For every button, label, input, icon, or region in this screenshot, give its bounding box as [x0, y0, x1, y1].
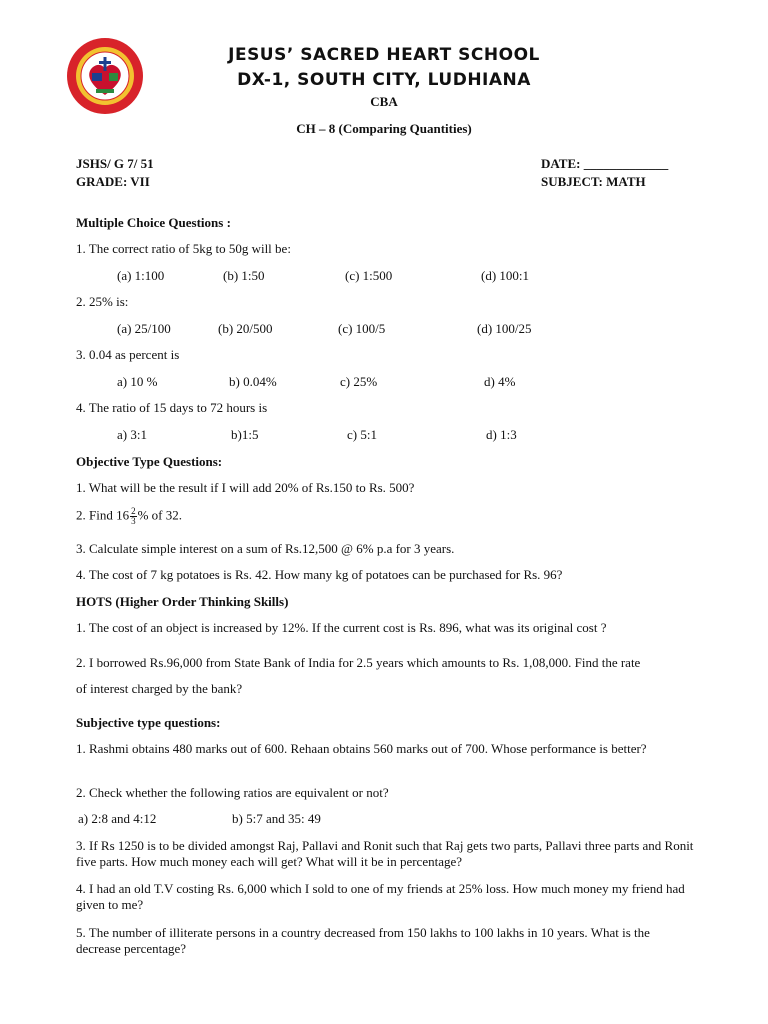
mcq-option: (c) 1:500: [345, 268, 393, 283]
school-address: DX-1, SOUTH CITY, LUDHIANA: [237, 70, 531, 90]
mcq-option: c) 25%: [340, 374, 378, 389]
subjective-heading: Subjective type questions:: [76, 715, 221, 730]
assessment-type: CBA: [370, 94, 398, 109]
mcq-option: (a) 25/100: [117, 321, 171, 336]
hots-question-1: 1. The cost of an object is increased by 12%. If the current cost is Rs. 896, what was its original cost ?: [76, 620, 607, 635]
mcq-option: (b) 1:50: [223, 268, 265, 283]
mcq-heading: Multiple Choice Questions :: [76, 215, 231, 230]
fraction-denominator: 3: [131, 516, 136, 526]
subjective-question-5: 5. The number of illiterate persons in a country decreased from 150 lakhs to 100 lakhs in 10 years. What is the decrease percentage?: [76, 925, 650, 956]
mcq-option: b) 0.04%: [229, 374, 277, 389]
hots-heading: HOTS (Higher Order Thinking Skills): [76, 594, 289, 609]
subjective-question-4: 4. I had an old T.V costing Rs. 6,000 which I sold to one of my friends at 25% loss. How much money my friend had given to me?: [76, 881, 685, 912]
mcq-question-1: 1. The correct ratio of 5kg to 50g will be:: [76, 241, 291, 256]
fraction-numerator: 2: [131, 506, 136, 516]
mcq-question-3: 3. 0.04 as percent is: [76, 347, 180, 362]
chapter-title: CH – 8 (Comparing Quantities): [296, 121, 472, 136]
hots-question-2-line-2: of interest charged by the bank?: [76, 681, 243, 696]
mixed-fraction: [130, 507, 137, 526]
objective-question-1: 1. What will be the result if I will add 20% of Rs.150 to Rs. 500?: [76, 480, 415, 495]
school-name: JESUS’ SACRED HEART SCHOOL: [228, 45, 540, 65]
grade-label: GRADE: VII: [76, 174, 150, 189]
mcq-option: d) 4%: [484, 374, 516, 389]
subjective-question-3: 3. If Rs 1250 is to be divided amongst Raj, Pallavi and Ronit such that Raj gets two parts, Pallavi three parts and Ronit five parts. How much money each will get? What will it be in percentage?: [76, 838, 694, 869]
objective-question-4: 4. The cost of 7 kg potatoes is Rs. 42. How many kg of potatoes can be purchased for Rs. 96?: [76, 567, 563, 582]
objective-heading: Objective Type Questions:: [76, 454, 223, 469]
subjective-question-2: 2. Check whether the following ratios are equivalent or not?: [76, 785, 389, 800]
subjective-question-2-part-b: b) 5:7 and 35: 49: [232, 811, 321, 826]
mcq-option: a) 10 %: [117, 374, 158, 389]
objective-question-3: 3. Calculate simple interest on a sum of Rs.12,500 @ 6% p.a for 3 years.: [76, 541, 455, 556]
mcq-option: a) 3:1: [117, 427, 147, 442]
objective-question-2-prefix: 2. Find 16: [76, 507, 130, 523]
objective-question-2-suffix: % of 32.: [137, 507, 183, 523]
subject-label: SUBJECT: MATH: [541, 174, 646, 189]
mcq-option: (a) 1:100: [117, 268, 165, 283]
date-field: DATE: _____________: [541, 156, 669, 171]
objective-question-2: [76, 507, 182, 526]
mcq-option: (d) 100:1: [481, 268, 530, 283]
subjective-question-2-part-a: a) 2:8 and 4:12: [78, 811, 157, 826]
mcq-option: (c) 100/5: [338, 321, 386, 336]
mcq-option: d) 1:3: [486, 427, 517, 442]
mcq-question-2: 2. 25% is:: [76, 294, 129, 309]
reference-code: JSHS/ G 7/ 51: [76, 156, 154, 171]
subjective-question-1: 1. Rashmi obtains 480 marks out of 600. Rehaan obtains 560 marks out of 700. Whose performance is better?: [76, 741, 647, 756]
hots-question-2-line-1: 2. I borrowed Rs.96,000 from State Bank of India for 2.5 years which amounts to Rs. 1,08,000. Find the rate: [76, 655, 641, 670]
mcq-option: c) 5:1: [347, 427, 377, 442]
mcq-option: (b) 20/500: [218, 321, 273, 336]
mcq-option: b)1:5: [231, 427, 259, 442]
mcq-question-4: 4. The ratio of 15 days to 72 hours is: [76, 400, 268, 415]
mcq-option: (d) 100/25: [477, 321, 532, 336]
